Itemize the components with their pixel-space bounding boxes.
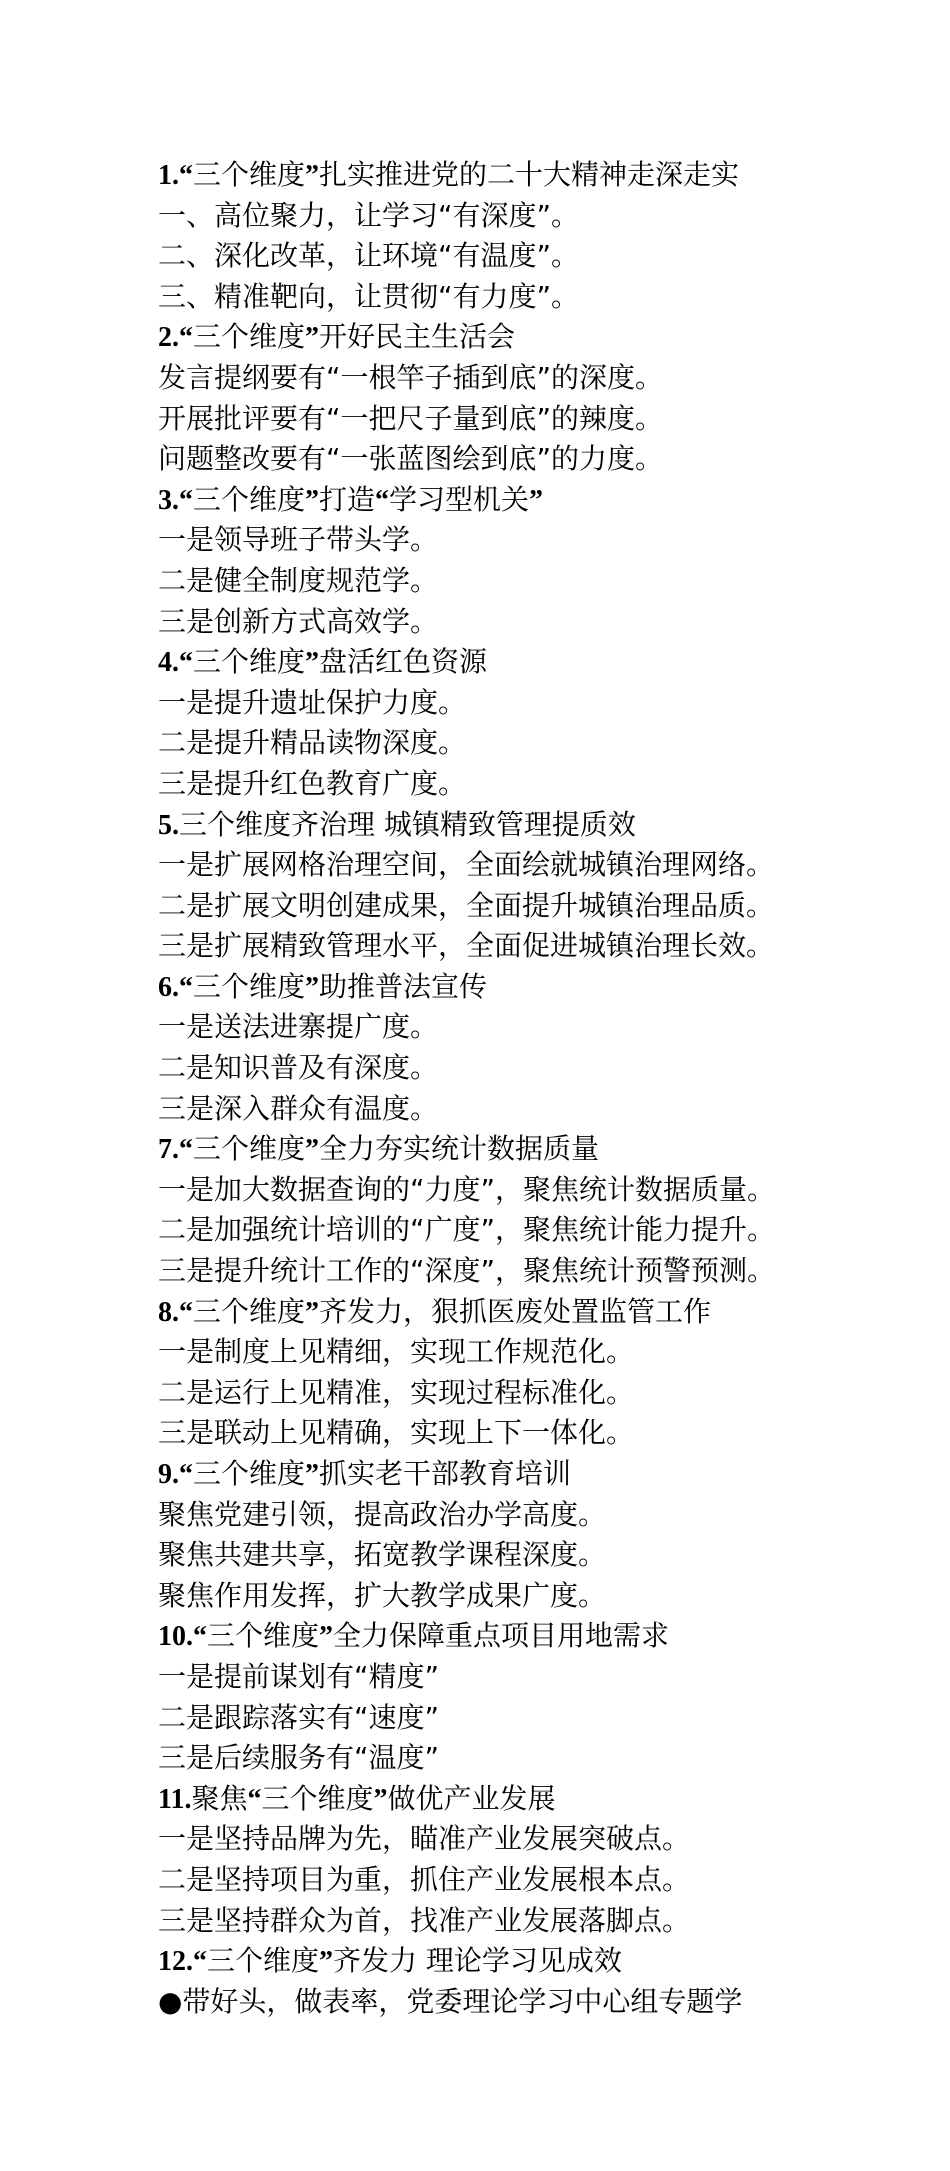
list-item: 二是跟踪落实有“速度” (158, 1700, 440, 1734)
heading-quoted: 学习型机关 (389, 482, 530, 516)
section-heading (158, 805, 938, 846)
heading-text: 抓实老干部教育培训 (319, 1457, 572, 1490)
section-number: 7. (158, 1134, 179, 1166)
list-item: 一是坚持品牌为先，瞄准产业发展突破点。 (158, 1822, 691, 1856)
section-heading (158, 1616, 938, 1657)
section-number: 12. (158, 1946, 193, 1978)
list-item: 一是扩展网格治理空间，全面绘就城镇治理网络。 (158, 848, 775, 882)
open-quote: “ (179, 160, 193, 191)
heading-quoted: 三个维度 (193, 320, 306, 354)
open-quote: “ (375, 484, 390, 516)
list-item: 开展批评要有“一把尺子量到底”的辣度。 (158, 401, 664, 435)
heading-text: 齐发力 理论学习见成效 (333, 1944, 622, 1978)
heading-text: 盘活红色资源 (319, 645, 488, 679)
section-number: 1. (158, 160, 179, 191)
list-item: 一是提升遗址保护力度。 (158, 685, 467, 719)
section-number: 2. (158, 322, 179, 354)
list-item: ●带好头，做表率，党委理论学习中心组专题学 (158, 1984, 743, 2018)
list-item: 一是加大数据查询的“力度”，聚焦统计数据质量。 (158, 1172, 776, 1206)
heading-text: 全力夯实统计数据质量 (319, 1132, 600, 1166)
section-heading (158, 1454, 938, 1495)
section-heading (158, 967, 938, 1008)
section-number: 11. (158, 1783, 192, 1815)
open-quote: “ (179, 322, 193, 354)
list-item: 三是扩展精致管理水平，全面促进城镇治理长效。 (158, 929, 775, 963)
open-quote: “ (179, 1459, 193, 1490)
close-quote: ” (305, 1134, 320, 1166)
list-item: 三是深入群众有温度。 (158, 1091, 439, 1125)
heading-text: 全力保障重点项目用地需求 (333, 1619, 670, 1653)
section-heading (158, 1292, 938, 1333)
section-number: 3. (158, 484, 179, 516)
heading-text: 齐发力，狠抓医废处置监管工作 (319, 1294, 712, 1328)
heading-quoted: 三个维度 (193, 1132, 306, 1166)
section-number: 5. (158, 809, 179, 841)
open-quote: “ (179, 1134, 193, 1166)
heading-text: 助推普法宣传 (319, 969, 488, 1003)
heading-text: 开好民主生活会 (319, 320, 516, 354)
list-item: 二、深化改革，让环境“有温度”。 (158, 239, 580, 273)
section-heading (158, 155, 938, 196)
list-item: 一是领导班子带头学。 (158, 523, 439, 557)
section-heading (158, 317, 938, 358)
heading-quoted: 三个维度 (207, 1944, 320, 1978)
close-quote: ” (305, 160, 320, 191)
heading-quoted: 三个维度 (207, 1619, 320, 1653)
open-quote: “ (179, 971, 193, 1003)
open-quote: “ (179, 1296, 193, 1328)
close-quote: ” (305, 971, 320, 1003)
heading-quoted: 三个维度 (193, 482, 306, 516)
close-quote: ” (305, 322, 320, 354)
heading-quoted: 三个维度 (193, 645, 306, 679)
list-item: 三是后续服务有“温度” (158, 1741, 440, 1775)
section-number: 6. (158, 971, 179, 1003)
section-heading (158, 1129, 938, 1170)
heading-text: 聚焦 (191, 1781, 248, 1815)
list-item: 一是制度上见精细，实现工作规范化。 (158, 1335, 635, 1369)
list-item: 聚焦党建引领，提高政治办学高度。 (158, 1497, 607, 1531)
close-quote: ” (305, 1459, 320, 1490)
list-item: 一是送法进寨提广度。 (158, 1010, 439, 1044)
list-item: 二是加强统计培训的“广度”，聚焦统计能力提升。 (158, 1213, 776, 1247)
list-item: 聚焦共建共享，拓宽教学课程深度。 (158, 1538, 607, 1572)
close-quote: ” (305, 1296, 320, 1328)
close-quote: ” (319, 1621, 334, 1653)
heading-quoted: 三个维度 (193, 969, 306, 1003)
list-item: 一、高位聚力，让学习“有深度”。 (158, 198, 580, 232)
list-item: 二是健全制度规范学。 (158, 563, 439, 597)
open-quote: “ (193, 1946, 207, 1978)
list-item: 问题整改要有“一张蓝图绘到底”的力度。 (158, 442, 664, 476)
section-number: 8. (158, 1296, 179, 1328)
heading-quoted: 三个维度 (193, 158, 306, 191)
open-quote: “ (179, 484, 193, 516)
list-item: 三是提升统计工作的“深度”，聚焦统计预警预测。 (158, 1254, 776, 1288)
list-item: 三、精准靶向，让贯彻“有力度”。 (158, 279, 580, 313)
list-item: 三是创新方式高效学。 (158, 604, 439, 638)
list-item: 一是提前谋划有“精度” (158, 1659, 440, 1693)
list-item: 二是坚持项目为重，抓住产业发展根本点。 (158, 1862, 691, 1896)
list-item: 二是扩展文明创建成果，全面提升城镇治理品质。 (158, 888, 775, 922)
list-item: 三是坚持群众为首，找准产业发展落脚点。 (158, 1903, 691, 1937)
section-number: 4. (158, 647, 179, 679)
list-item: 二是提升精品读物深度。 (158, 726, 467, 760)
heading-text: 做优产业发展 (387, 1781, 556, 1815)
heading-quoted: 三个维度 (193, 1457, 306, 1490)
close-quote: ” (305, 484, 320, 516)
section-heading (158, 642, 938, 683)
close-quote: ” (319, 1946, 334, 1978)
list-item: 发言提纲要有“一根竿子插到底”的深度。 (158, 360, 664, 394)
open-quote: “ (179, 647, 193, 679)
close-quote: ” (373, 1783, 388, 1815)
open-quote: “ (247, 1783, 262, 1815)
heading-quoted: 三个维度 (261, 1781, 374, 1815)
list-item: 聚焦作用发挥，扩大教学成果广度。 (158, 1578, 607, 1612)
list-item: 三是提升红色教育广度。 (158, 766, 467, 800)
heading-quoted: 三个维度 (193, 1294, 306, 1328)
heading-text: 三个维度齐治理 城镇精致管理提质效 (179, 807, 636, 841)
section-number: 9. (158, 1459, 179, 1490)
list-item: 二是知识普及有深度。 (158, 1051, 439, 1085)
list-item: 二是运行上见精准，实现过程标准化。 (158, 1375, 635, 1409)
close-quote: ” (529, 484, 544, 516)
heading-text: 打造 (319, 482, 376, 516)
document-body (158, 155, 938, 2022)
open-quote: “ (193, 1621, 207, 1653)
section-number: 10. (158, 1621, 193, 1653)
section-heading (158, 1941, 938, 1982)
section-heading (158, 1779, 938, 1820)
section-heading (158, 480, 938, 521)
list-item: 三是联动上见精确，实现上下一体化。 (158, 1416, 635, 1450)
heading-text: 扎实推进党的二十大精神走深走实 (319, 158, 740, 191)
close-quote: ” (305, 647, 320, 679)
